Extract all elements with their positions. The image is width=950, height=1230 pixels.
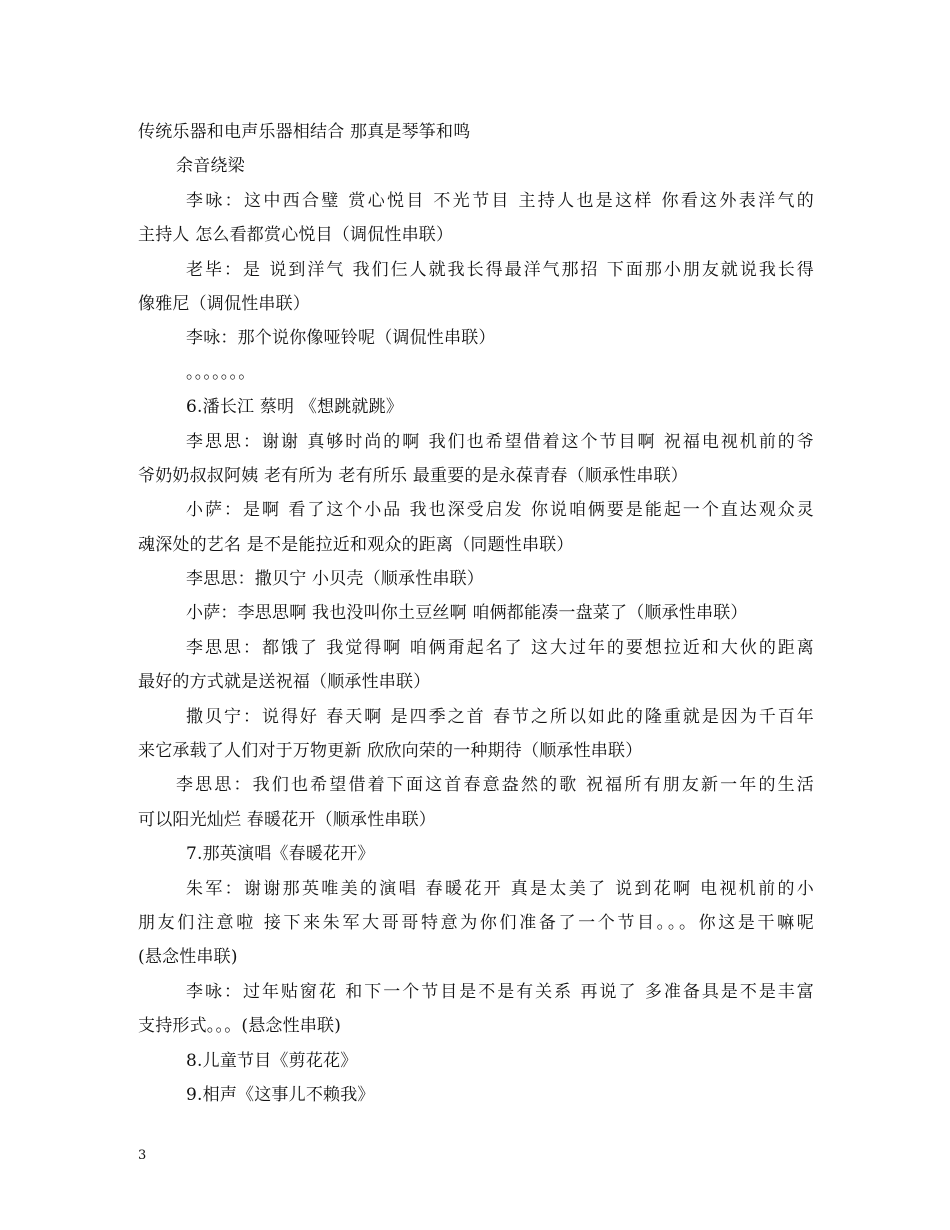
text-line: 李思思：撒贝宁 小贝壳（顺承性串联） — [186, 569, 485, 590]
text-line: 像雅尼（调侃性串联） — [138, 293, 310, 314]
text-line: 李思思：谢谢 真够时尚的啊 我们也希望借着这个节目啊 祝福电视机前的爷 — [186, 431, 814, 452]
text-line: 可以阳光灿烂 春暖花开（顺承性串联） — [138, 809, 437, 830]
text-line: 朋友们注意啦 接下来朱军大哥哥特意为你们准备了一个节目。。。你这是干嘛呢 — [138, 912, 814, 933]
text-line: 传统乐器和电声乐器相结合 那真是琴筝和鸣 — [138, 122, 471, 142]
text-line: 李思思：我们也希望借着下面这首春意盎然的歌 祝福所有朋友新一年的生活 — [176, 775, 814, 796]
text-line: 。。。。。。。 — [186, 362, 256, 383]
text-line: 来它承载了人们对于万物更新 欣欣向荣的一种期待（顺承性串联） — [138, 741, 643, 762]
text-line: 李咏：过年贴窗花 和下一个节目是不是有关系 再说了 多准备具是不是丰富 — [186, 981, 814, 1002]
text-line: 爷奶奶叔叔阿姨 老有所为 老有所乐 最重要的是永葆青春（顺承性串联） — [138, 465, 689, 486]
text-line: 最好的方式就是送祝福（顺承性串联） — [138, 672, 431, 693]
text-line: (悬念性串联) — [138, 947, 238, 968]
text-line: 主持人 怎么看都赏心悦目（调侃性串联） — [138, 225, 454, 246]
text-line: 小萨：李思思啊 我也没叫你土豆丝啊 咱俩都能凑一盘菜了（顺承性串联） — [186, 603, 748, 624]
section-heading: 9.相声《这事儿不赖我》 — [186, 1084, 375, 1105]
page-number: 3 — [138, 1148, 147, 1163]
text-line: 老毕：是 说到洋气 我们仨人就我长得最洋气那招 下面那小朋友就说我长得 — [186, 259, 814, 280]
text-line: 撒贝宁：说得好 春天啊 是四季之首 春节之所以如此的隆重就是因为千百年 — [186, 706, 814, 727]
text-line: 朱军：谢谢那英唯美的演唱 春暖花开 真是太美了 说到花啊 电视机前的小 — [186, 878, 814, 899]
text-line: 余音绕梁 — [176, 156, 245, 177]
text-line: 支持形式。。。(悬念性串联) — [138, 1016, 342, 1037]
section-heading: 6.潘长江 蔡明 《想跳就跳》 — [186, 397, 404, 418]
text-line: 李思思：都饿了 我觉得啊 咱俩甭起名了 这大过年的要想拉近和大伙的距离 — [186, 637, 814, 658]
document-body — [138, 115, 814, 1112]
section-heading: 8.儿童节目《剪花花》 — [186, 1050, 358, 1071]
text-line: 李咏：这中西合璧 赏心悦目 不光节目 主持人也是这样 你看这外表洋气的 — [186, 190, 814, 211]
text-line: 魂深处的艺名 是不是能拉近和观众的距离（同题性串联） — [138, 534, 574, 555]
text-line: 小萨：是啊 看了这个小品 我也深受启发 你说咱俩要是能起一个直达观众灵 — [186, 500, 814, 521]
text-line: 李咏：那个说你像哑铃呢（调侃性串联） — [186, 328, 496, 349]
section-heading: 7.那英演唱《春暖花开》 — [186, 844, 375, 865]
